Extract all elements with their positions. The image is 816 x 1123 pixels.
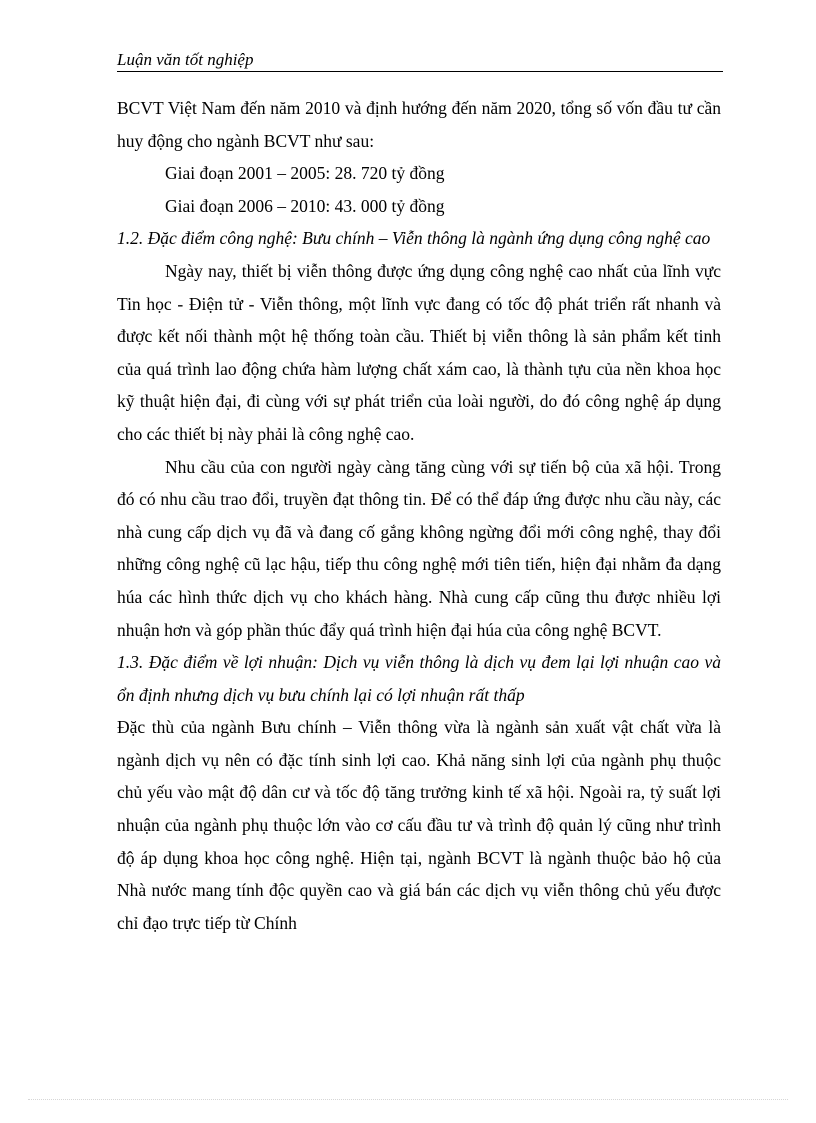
phase-2006-2010: Giai đoạn 2006 – 2010: 43. 000 tỷ đồng <box>165 195 445 216</box>
section-1-3-heading: 1.3. Đặc điểm về lợi nhuận: Dịch vụ viễn thông là dịch vụ đem lại lợi nhuận cao và ổn định nhưng dịch vụ bưu chính lại có lợi nhuận rất thấp <box>117 652 721 705</box>
page-body <box>117 92 721 939</box>
running-header <box>117 49 723 72</box>
section-1-2-paragraph-1: Ngày nay, thiết bị viễn thông được ứng dụng công nghệ cao nhất của lĩnh vực Tin học - Điện tử - Viễn thông, một lĩnh vực đang có tốc độ phát triển rất nhanh và được kết nối thành một hệ thống toàn cầu. Thiết bị viễn thông là sản phẩm kết tinh của quá trình lao động chứa hàm lượng chất xám cao, là thành tựu của nền khoa học kỹ thuật hiện đại, đi cùng với sự phát triển của loài người, do đó công nghệ áp dụng cho các thiết bị này phải là công nghệ cao. <box>117 260 721 444</box>
page-bottom-divider <box>28 1099 788 1100</box>
section-1-2-heading: 1.2. Đặc điểm công nghệ: Bưu chính – Viễn thông là ngành ứng dụng công nghệ cao <box>117 228 711 249</box>
intro-paragraph: BCVT Việt Nam đến năm 2010 và định hướng đến năm 2020, tổng số vốn đầu tư cần huy động cho ngành BCVT như sau: <box>117 98 721 151</box>
section-1-3-paragraph-1: Đặc thù của ngành Bưu chính – Viễn thông vừa là ngành sản xuất vật chất vừa là ngành dịch vụ nên có đặc tính sinh lợi cao. Khả năng sinh lợi của ngành phụ thuộc chủ yếu vào mật độ dân cư và tốc độ tăng trưởng kinh tế xã hội. Ngoài ra, tỷ suất lợi nhuận của ngành phụ thuộc lớn vào cơ cấu đầu tư và trình độ quản lý cũng như trình độ áp dụng khoa học công nghệ. Hiện tại, ngành BCVT là ngành thuộc bảo hộ của Nhà nước mang tính độc quyền cao và giá bán các dịch vụ viễn thông chủ yếu được chỉ đạo trực tiếp từ Chính <box>117 717 721 933</box>
phase-2001-2005: Giai đoạn 2001 – 2005: 28. 720 tỷ đồng <box>165 163 445 184</box>
header-title: Luận văn tốt nghiệp <box>117 50 254 69</box>
section-1-2-paragraph-2: Nhu cầu của con người ngày càng tăng cùng với sự tiến bộ của xã hội. Trong đó có nhu cầu trao đổi, truyền đạt thông tin. Để có thể đáp ứng được nhu cầu này, các nhà cung cấp dịch vụ đã và đang cố gắng không ngừng đổi mới công nghệ, thay đổi những công nghệ cũ lạc hậu, tiếp thu công nghệ mới tiên tiến, hiện đại nhằm đa dạng húa các hình thức dịch vụ cho khách hàng. Nhà cung cấp cũng thu được nhiều lợi nhuận hơn và góp phần thúc đẩy quá trình hiện đại húa của công nghệ BCVT. <box>117 456 721 640</box>
